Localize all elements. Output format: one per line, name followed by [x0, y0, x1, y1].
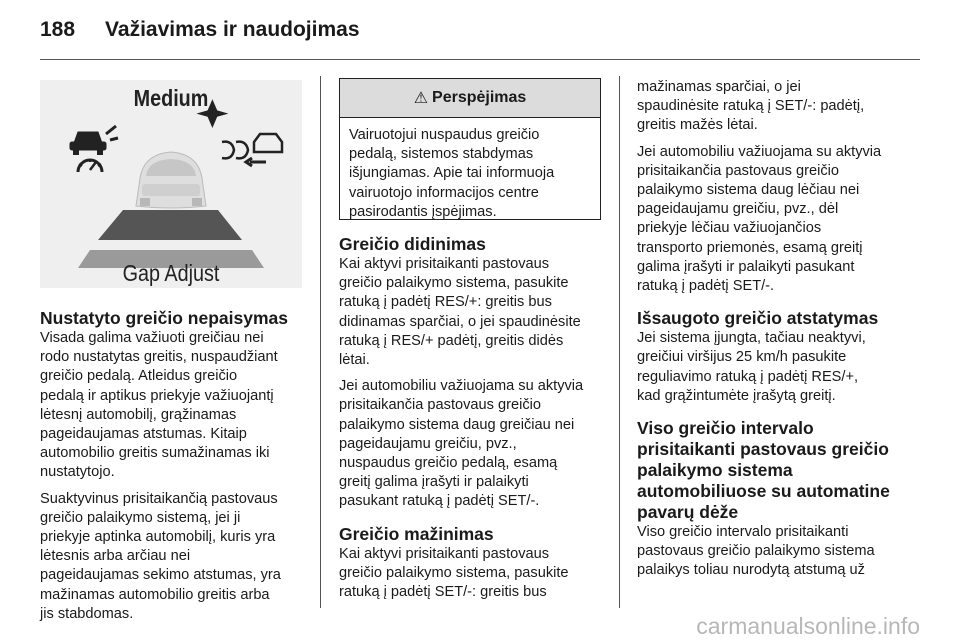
page-header	[40, 18, 360, 42]
column-divider-2	[619, 76, 620, 608]
paragraph-decrease-2: Jei automobiliu važiuojama su aktyvia prisitaikančia pastovaus greičio palaikymo sistema daug lėčiau nei pageidaujamu greičiu, pvz., dėl priekyje lėčiau važiuojančios transporto priemonės, esamą greitį galima įrašyti ir palaikyti pasukant ratuką į padėtį SET/-.	[637, 143, 882, 295]
paragraph-resume: Jei sistema įjungta, tačiau neaktyvi, greičiui viršijus 25 km/h pasukite reguliavimo ratuką į padėtį RES/+, kad grąžintumėte įrašytą greitį.	[637, 330, 866, 404]
page-number: 188	[40, 18, 76, 41]
paragraph-decrease-1: Kai aktyvi prisitaikanti pastovaus greičio palaikymo sistema, pasukite ratuką į padėtį SET/-: greitis bus	[339, 545, 569, 601]
warning-box	[339, 78, 601, 220]
column-3	[637, 78, 921, 588]
gap-adjust-illustration	[40, 80, 302, 288]
watermark: carmanualsonline.info	[696, 613, 920, 639]
warning-body: Vairuotojui nuspaudus greičio pedalą, sistemos stabdymas išjungiamas. Apie tai informuoja vairuotojo informacijos centre pasirodantis įspėjimas.	[349, 127, 555, 220]
gap-bar-near	[98, 210, 242, 240]
section-title: Važiavimas ir naudojimas	[105, 18, 360, 41]
heading-full-speed-range: Viso greičio intervalo prisitaikanti pastovaus greičio palaikymo sistema automobiliuose su automatine pavarų dėže	[637, 418, 890, 523]
gap-level-label: Medium	[133, 85, 209, 112]
paragraph-adaptive-braking: Suaktyvinus prisitaikančią pastovaus greičio palaikymo sistemą, jei ji priekyje aptinka automobilį, kuris yra lėtesnis arba arčiau nei pageidaujamas sekimo atstumas, yra mažinamas automobilio greitis arba jis stabdomas.	[40, 490, 281, 622]
car-distance-icon	[196, 99, 282, 166]
heading-increase-speed: Greičio didinimas	[339, 234, 486, 254]
gap-display-graphic	[40, 80, 302, 288]
paragraph-speed-override: Visada galima važiuoti greičiau nei rodo nustatytas greitis, nuspaudžiant greičio pedalą. Atleidus greičio pedalą ir aptikus priekyje važiuojantį lėtesnį automobilį, grąžinamas pageidaujamas atstumas. Kitaip automobilio greitis sumažinamas iki nustatytojo.	[40, 330, 278, 481]
paragraph-full-speed-range: Viso greičio intervalo prisitaikanti pastovaus greičio palaikymo sistema palaikys toliau nurodytą atstumą už	[637, 524, 875, 579]
heading-speed-override: Nustatyto greičio nepaisymas	[40, 308, 288, 328]
paragraph-increase-2: Jei automobiliu važiuojama su aktyvia prisitaikančia pastovaus greičio palaikymo sistema daug greičiau nei pageidaujamu greičiu, pvz., nuspaudus greičio pedalą, esamą greitį galima įrašyti ir palaikyti pasukant ratuką į padėtį SET/-.	[339, 378, 584, 510]
paragraph-increase-1: Kai aktyvi prisitaikanti pastovaus greičio palaikymo sistema, pasukite ratuką į padėtį RES/+: greitis bus didinamas sparčiai, o jei spaudinėsite ratuką į RES/+ padėtį, greitis didės lėtai.	[339, 256, 581, 369]
speedometer-car-icon	[70, 126, 118, 172]
warning-title-bar	[340, 79, 600, 118]
heading-decrease-speed: Greičio mažinimas	[339, 523, 494, 544]
column-1	[40, 308, 310, 631]
warning-title: Perspėjimas	[432, 89, 527, 106]
header-rule	[40, 59, 920, 60]
column-2	[339, 234, 611, 609]
heading-resume-speed: Išsaugoto greičio atstatymas	[637, 308, 879, 329]
column-divider-1	[320, 76, 321, 608]
warning-triangle-icon: ⚠	[413, 90, 429, 107]
paragraph-decrease-cont: mažinamas sparčiai, o jei spaudinėsite ratuką į SET/-: padėtį, greitis mažės lėtai.	[637, 79, 865, 134]
car-rear-graphic	[136, 152, 206, 208]
gap-adjust-label: Gap Adjust	[122, 260, 220, 287]
